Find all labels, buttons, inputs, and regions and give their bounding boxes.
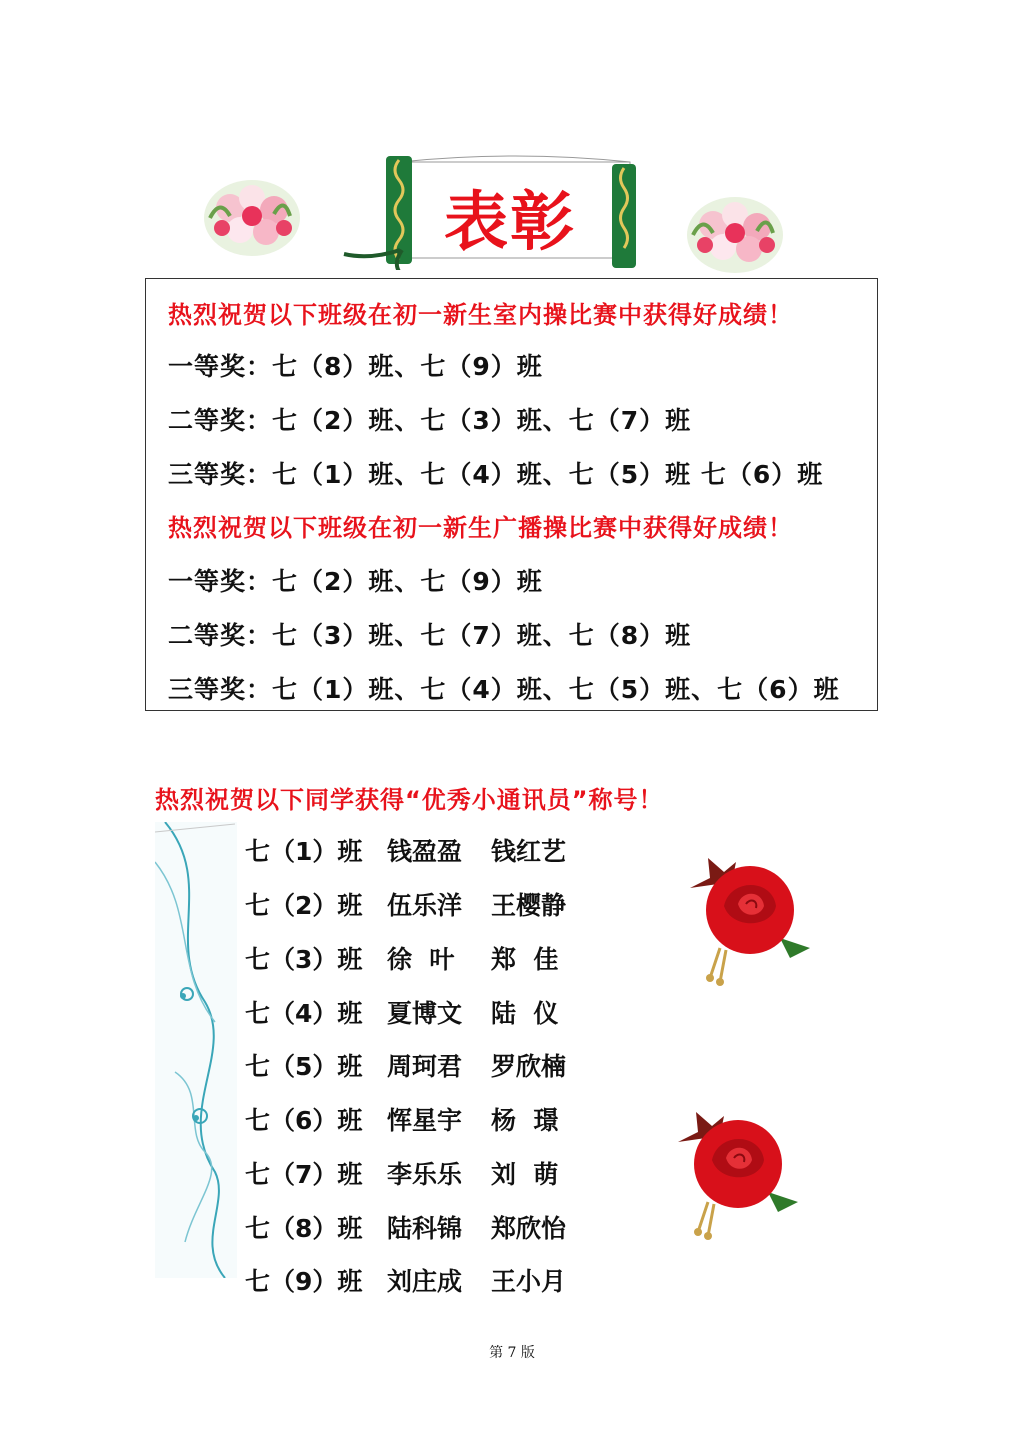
class-name: 七（9）班: [245, 1267, 363, 1296]
student-name: 周珂君: [387, 1052, 463, 1081]
red-rose-icon: [680, 848, 820, 988]
broadcast-first-prize: 一等奖：七（2）班、七（9）班: [168, 567, 543, 596]
student-name: 陆科锦: [387, 1214, 463, 1243]
class-name: 七（6）班: [245, 1106, 363, 1135]
student-name: 王樱静: [491, 891, 567, 920]
flower-bouquet-right-icon: [683, 185, 787, 277]
swirl-decoration-icon: [155, 822, 237, 1278]
student-name: 徐 叶: [387, 945, 455, 974]
red-rose-icon: [668, 1102, 808, 1242]
class-name: 七（5）班: [245, 1052, 363, 1081]
honor-heading: 热烈祝贺以下同学获得“优秀小通讯员”称号！: [155, 786, 664, 814]
class-name: 七（7）班: [245, 1160, 363, 1189]
indoor-second-prize: 二等奖：七（2）班、七（3）班、七（7）班: [168, 406, 692, 435]
class-name: 七（3）班: [245, 945, 363, 974]
class-name: 七（2）班: [245, 891, 363, 920]
student-name: 夏博文: [387, 999, 463, 1028]
broadcast-second-prize: 二等奖：七（3）班、七（7）班、七（8）班: [168, 621, 692, 650]
indoor-third-prize: 三等奖：七（1）班、七（4）班、七（5）班 七（6）班: [168, 460, 824, 489]
student-name: 刘庄成: [387, 1267, 463, 1296]
broadcast-third-prize: 三等奖：七（1）班、七（4）班、七（5）班、七（6）班: [168, 675, 840, 704]
class-name: 七（4）班: [245, 999, 363, 1028]
student-name: 杨 璟: [491, 1106, 559, 1135]
student-name: 伍乐洋: [387, 891, 463, 920]
student-name: 王小月: [491, 1267, 567, 1296]
page-number: 第 7 版: [489, 1345, 535, 1361]
student-name: 郑 佳: [491, 945, 559, 974]
indoor-heading: 热烈祝贺以下班级在初一新生室内操比赛中获得好成绩！: [168, 301, 793, 329]
student-name: 恽星宇: [387, 1106, 463, 1135]
student-name: 郑欣怡: [491, 1214, 567, 1243]
student-name: 罗欣楠: [491, 1052, 567, 1081]
class-name: 七（1）班: [245, 837, 363, 866]
flower-bouquet-left-icon: [200, 168, 304, 260]
student-name: 陆 仪: [491, 999, 559, 1028]
student-name: 刘 萌: [491, 1160, 559, 1189]
student-name: 钱红艺: [491, 837, 567, 866]
class-name: 七（8）班: [245, 1214, 363, 1243]
student-name: 钱盈盈: [387, 837, 463, 866]
student-name: 李乐乐: [387, 1160, 463, 1189]
indoor-first-prize: 一等奖：七（8）班、七（9）班: [168, 352, 543, 381]
broadcast-heading: 热烈祝贺以下班级在初一新生广播操比赛中获得好成绩！: [168, 514, 793, 542]
page-title: 表彰: [444, 186, 576, 260]
